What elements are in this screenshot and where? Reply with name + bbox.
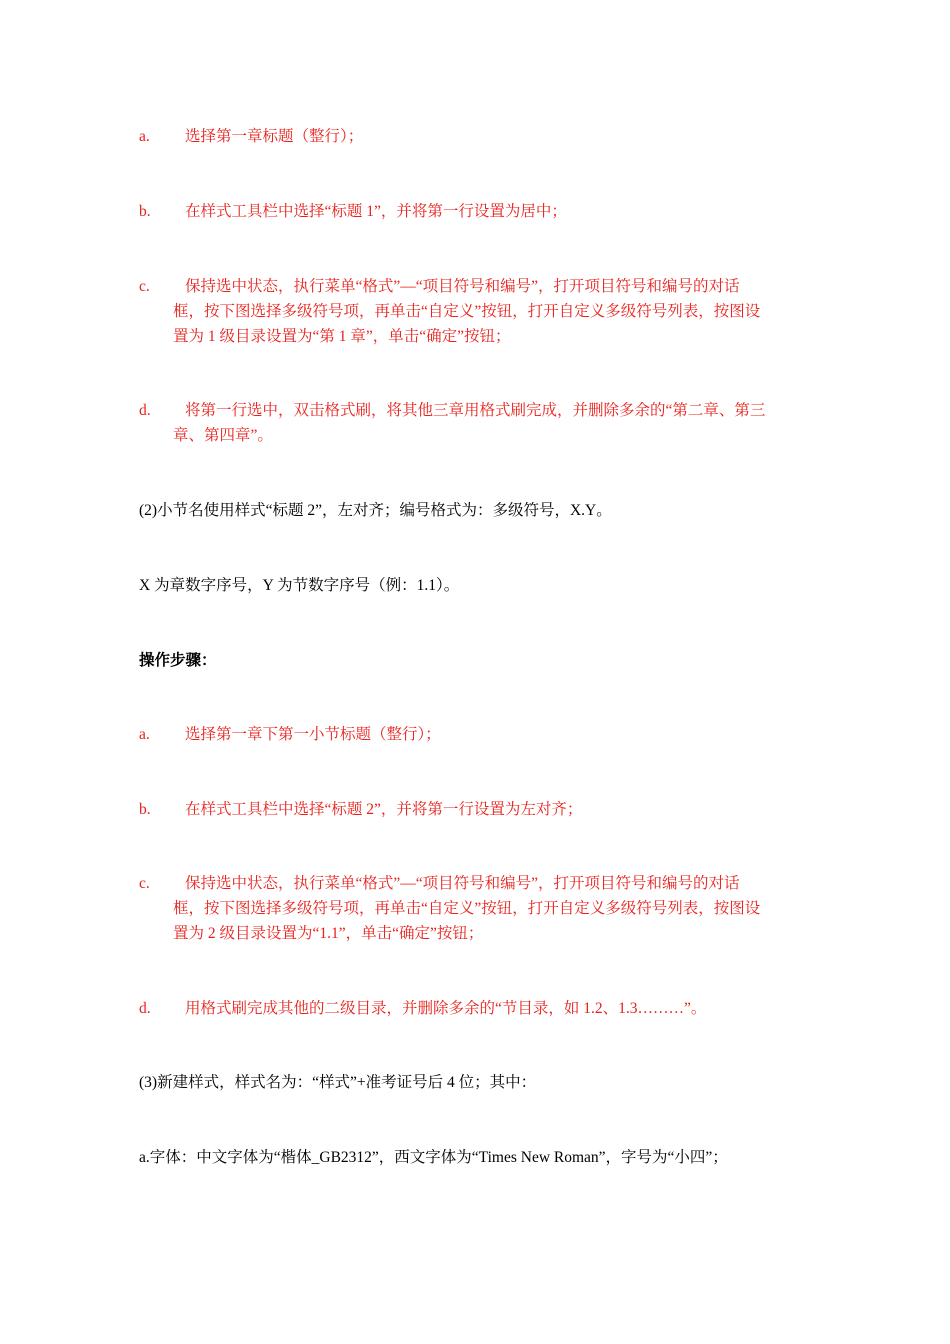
new-style-rule: (3)新建样式，样式名为：“样式”+准考证号后 4 位；其中： [139,1074,537,1091]
font-rule: a.字体：中文字体为“楷体_GB2312”，西文字体为“Times New Roman”，字号为“小四”； [139,1149,728,1166]
section-step-d [139,996,815,1021]
chapter-step-d [139,398,815,448]
section-step-b [139,797,815,822]
section-step-c [139,871,815,946]
step-text-line: 选择第一章下第一小节标题（整行）； [185,726,441,743]
step-text-line: 在样式工具栏中选择“标题 1”，并将第一行设置为居中； [185,203,567,220]
section-rule-note: X 为章数字序号，Y 为节数字序号（例：1.1）。 [139,577,460,594]
step-text-line: 置为 1 级目录设置为“第 1 章”，单击“确定”按钮； [173,328,511,345]
step-marker: b. [139,203,151,220]
step-marker: d. [139,402,151,419]
chapter-step-b [139,199,815,224]
step-marker: a. [139,726,150,743]
step-text-line: 置为 2 级目录设置为“1.1”，单击“确定”按钮； [173,925,484,942]
step-text-line: 选择第一章标题（整行）； [185,128,364,145]
step-marker: c. [139,278,150,295]
chapter-step-c [139,274,815,349]
step-text-line: 框，按下图选择多级符号项，再单击“自定义”按钮，打开自定义多级符号列表，按图设 [173,303,761,320]
step-marker: c. [139,875,150,892]
step-marker: d. [139,1000,151,1017]
step-text-line: 将第一行选中，双击格式刷，将其他三章用格式刷完成，并删除多余的“第二章、第三 [185,402,766,419]
section-step-a [139,722,815,747]
step-text-line: 保持选中状态，执行菜单“格式”—“项目符号和编号”，打开项目符号和编号的对话 [185,278,740,295]
section-rule: (2)小节名使用样式“标题 2”，左对齐；编号格式为：多级符号，X.Y。 [139,502,612,519]
chapter-step-a [139,124,815,149]
step-text-line: 章、第四章”。 [173,427,273,444]
step-text-line: 保持选中状态，执行菜单“格式”—“项目符号和编号”，打开项目符号和编号的对话 [185,875,740,892]
step-text-line: 用格式刷完成其他的二级目录，并删除多余的“节目录，如 1.2、1.3………”。 [185,1000,707,1017]
step-marker: a. [139,128,150,145]
step-text-line: 在样式工具栏中选择“标题 2”，并将第一行设置为左对齐； [185,801,583,818]
step-text-line: 框，按下图选择多级符号项，再单击“自定义”按钮，打开自定义多级符号列表，按图设 [173,900,761,917]
steps-heading: 操作步骤： [139,652,217,669]
step-marker: b. [139,801,151,818]
